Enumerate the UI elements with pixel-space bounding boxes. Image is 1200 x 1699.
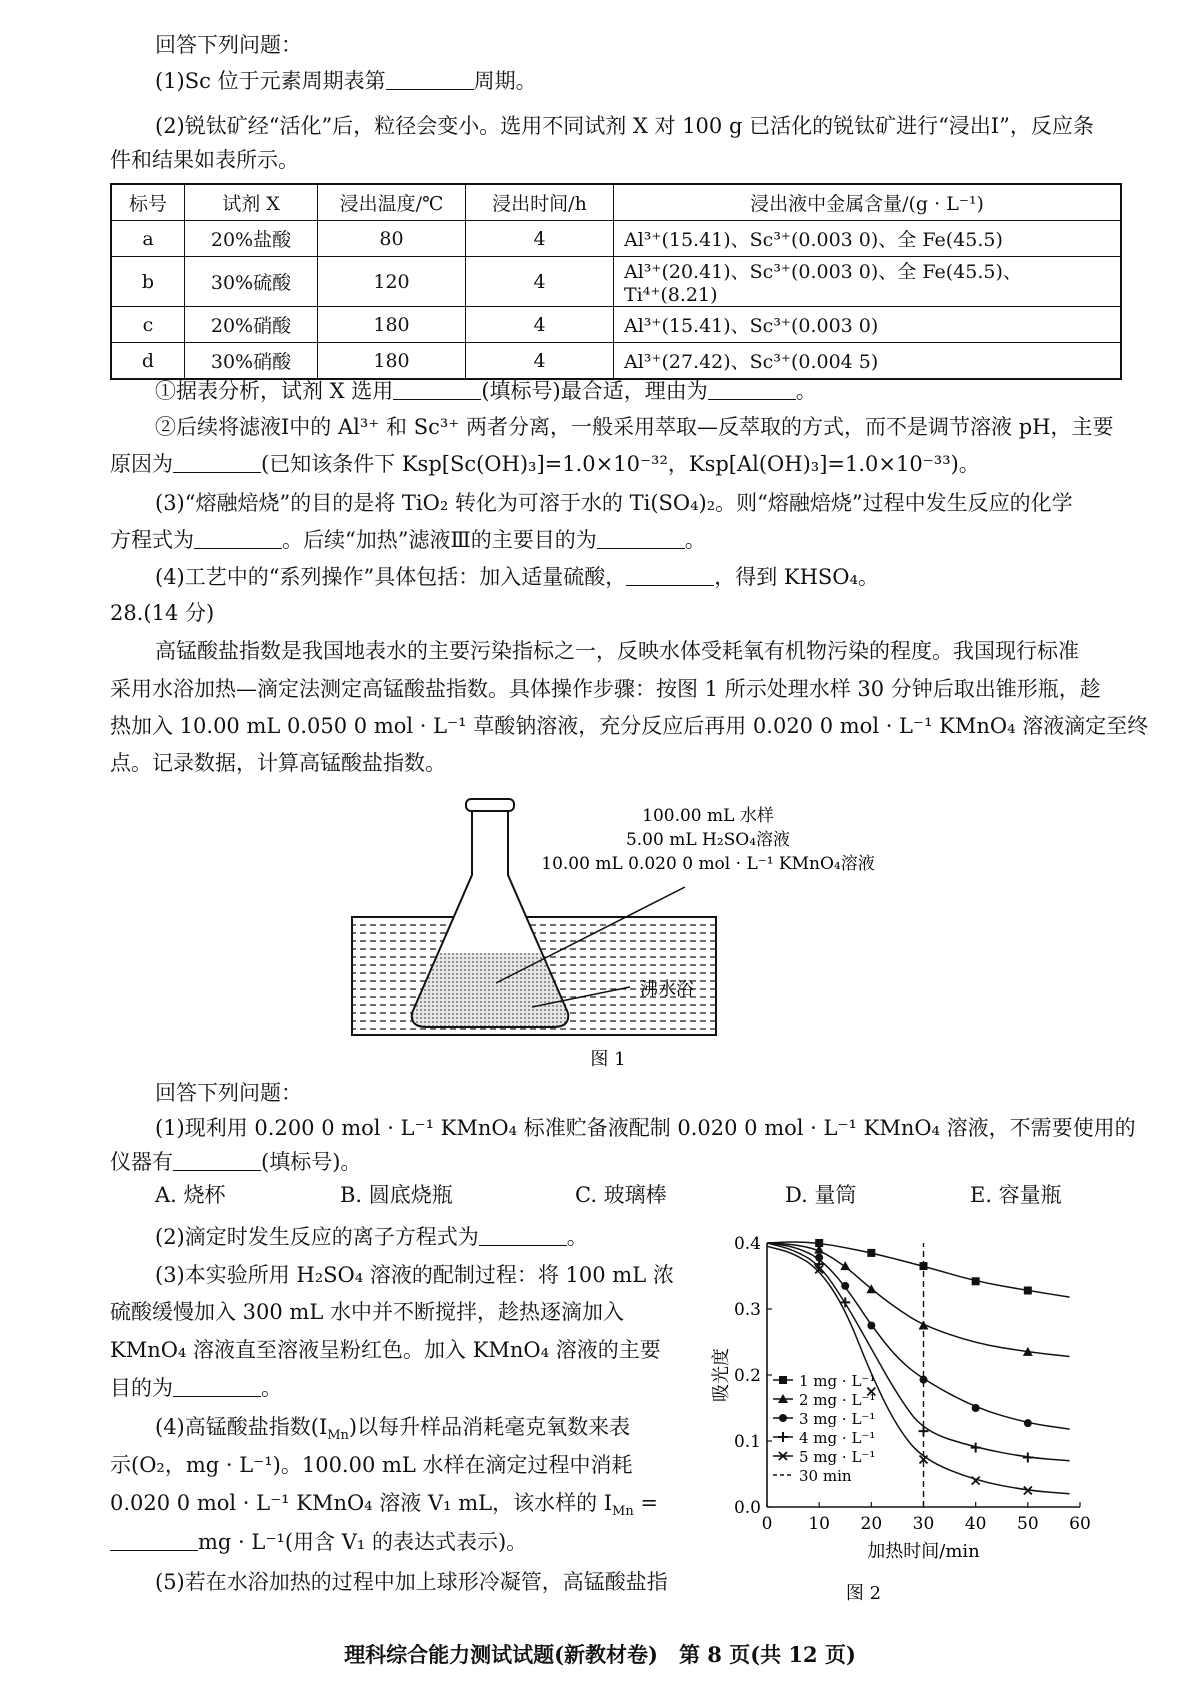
legend-label: 1 mg · L⁻¹ [799,1372,876,1390]
legend-label: 5 mg · L⁻¹ [799,1448,876,1466]
table-row [111,307,1121,343]
data-point-series-1 [1024,1287,1032,1295]
q28-5: (5)若在水浴加热的过程中加上球形冷凝管，高锰酸盐指 [155,1570,668,1594]
x-tick-label: 0 [761,1514,773,1534]
table-cell: 4 [466,221,614,257]
q27-2-2-line2: 原因为 (已知该条件下 Ksp[Sc(OH)₃]=1.0×10⁻³²，Ksp[Al(OH)₃]=1.0×10⁻³³)。 [110,452,980,476]
data-point-series-3 [972,1404,980,1412]
answer-blank[interactable] [386,69,474,90]
table-row [111,221,1121,257]
table-header: 浸出液中金属含量/(g · L⁻¹) [614,184,1122,221]
table-cell: c [111,307,185,343]
q27-2-1: ①据表分析，试剂 X 选用 (填标号)最合适，理由为 。 [155,379,817,403]
q28-3-line3: KMnO₄ 溶液直至溶液呈粉红色。加入 KMnO₄ 溶液的主要 [110,1338,661,1362]
answer-blank[interactable] [479,1225,567,1246]
table-header-row [111,184,1121,221]
answer-blank[interactable] [626,565,714,586]
q27-4: (4)工艺中的“系列操作”具体包括：加入适量硫酸， ，得到 KHSO₄。 [155,565,879,589]
table-row [111,343,1121,380]
table-cell: 4 [466,307,614,343]
table-cell: 180 [318,307,466,343]
table-header: 试剂 X [185,184,318,221]
y-tick-label: 0.3 [733,1300,761,1320]
x-axis-label: 加热时间/min [867,1541,980,1562]
q28-para-line: 采用水浴加热—滴定法测定高锰酸盐指数。具体操作步骤：按图 1 所示处理水样 30 分钟后取出锥形瓶，趁 [110,677,1101,701]
fig1-label-h2so4: 5.00 mL H₂SO₄溶液 [625,830,791,850]
answer-blank[interactable] [597,528,685,549]
series-line-2 [767,1243,1070,1357]
figure-2-absorbance-chart [705,1225,1120,1615]
q27-2-line2: 件和结果如表所示。 [110,148,299,172]
q28-4-line4: mg · L⁻¹(用含 V₁ 的表达式表示)。 [110,1527,527,1557]
table-cell: 180 [318,343,466,380]
table-cell: Al³⁺(15.41)、Sc³⁺(0.003 0)、全 Fe(45.5) [614,221,1122,257]
table-header: 浸出时间/h [466,184,614,221]
option-a[interactable]: A. 烧杯 [155,1183,226,1207]
q28-4-line3: 0.020 0 mol · L⁻¹ KMnO₄ 溶液 V₁ mL，该水样的 $I_{Mn}$ = [110,1491,659,1520]
data-point-series-3 [920,1376,928,1384]
fig2-caption: 图 2 [845,1583,882,1604]
data-point-series-2 [840,1261,850,1270]
data-point-series-3 [1024,1419,1032,1427]
fig1-label-kmno4: 10.00 mL 0.020 0 mol · L⁻¹ KMnO₄溶液 [541,854,875,874]
option-b[interactable]: B. 圆底烧瓶 [340,1183,453,1207]
answer-blank[interactable] [194,528,282,549]
y-axis-label: 吸光度 [711,1348,732,1402]
table-cell: Al³⁺(27.42)、Sc³⁺(0.004 5) [614,343,1122,380]
data-point-series-3 [841,1282,849,1290]
data-point-series-4 [971,1443,981,1453]
answer-blank[interactable] [393,379,481,400]
data-point-series-4 [814,1259,824,1269]
table-cell: b [111,257,185,307]
x-tick-label: 10 [808,1514,830,1534]
legend-marker [779,1414,787,1422]
table-cell: 4 [466,343,614,380]
option-c[interactable]: C. 玻璃棒 [575,1183,667,1207]
table-row [111,257,1121,307]
data-point-series-1 [972,1277,980,1285]
leaching-result-table [110,183,1122,380]
answer-blank[interactable] [173,1150,261,1171]
flask-neck-rim [466,799,514,811]
page-footer: 理科综合能力测试试题(新教材卷) 第 8 页(共 12 页) [344,1642,856,1667]
figure-1-water-bath [340,785,900,1070]
legend-label: 2 mg · L⁻¹ [799,1391,876,1409]
answer-blank[interactable] [708,379,796,400]
y-tick-label: 0.4 [733,1234,761,1254]
q27-2-2-line1: ②后续将滤液Ⅰ中的 Al³⁺ 和 Sc³⁺ 两者分离，一般采用萃取—反萃取的方式，而不是调节溶液 pH，主要 [155,415,1114,439]
q28-3-line4: 目的为 。 [110,1376,282,1400]
q28-intro: 回答下列问题： [155,1081,302,1105]
data-point-series-1 [920,1262,928,1270]
table-cell: 4 [466,257,614,307]
q27-3-line1: (3)“熔融焙烧”的目的是将 TiO₂ 转化为可溶于水的 Ti(SO₄)₂。则“熔融焙烧”过程中发生反应的化学 [155,491,1073,515]
y-tick-label: 0.2 [733,1366,761,1386]
legend-marker [778,1432,788,1442]
q27-intro: 回答下列问题： [155,33,302,57]
legend-label: 30 min [799,1467,852,1485]
legend-marker [779,1376,787,1384]
table-cell: 80 [318,221,466,257]
x-tick-label: 50 [1017,1514,1039,1534]
table-header: 标号 [111,184,185,221]
q28-3-line2: 硫酸缓慢加入 300 mL 水中并不断搅拌，趁热逐滴加入 [110,1300,624,1324]
q28-para-line: 热加入 10.00 mL 0.050 0 mol · L⁻¹ 草酸钠溶液，充分反应后再用 0.020 0 mol · L⁻¹ KMnO₄ 溶液滴定至终 [110,714,1149,738]
table-cell: 20%硝酸 [185,307,318,343]
data-point-series-4 [919,1426,929,1436]
fig1-label-bath: 沸水浴 [640,979,694,1000]
y-tick-label: 0.0 [733,1498,761,1518]
data-point-series-4 [1023,1453,1033,1463]
q28-para-line: 点。记录数据，计算高锰酸盐指数。 [110,751,446,775]
q28-para-line: 高锰酸盐指数是我国地表水的主要污染指标之一，反映水体受耗氧有机物污染的程度。我国现行标准 [155,639,1079,663]
q27-3-line2: 方程式为 。后续“加热”滤液Ⅲ的主要目的为 。 [110,528,706,552]
answer-blank[interactable] [173,452,261,473]
q27-2-line1: (2)锐钛矿经“活化”后，粒径会变小。选用不同试剂 X 对 100 g 已活化的锐钛矿进行“浸出Ⅰ”，反应条 [155,114,1094,138]
legend-label: 3 mg · L⁻¹ [799,1410,876,1428]
q28-1-line2: 仪器有 (填标号)。 [110,1150,362,1174]
table-cell: d [111,343,185,380]
q28-1-line1: (1)现利用 0.200 0 mol · L⁻¹ KMnO₄ 标准贮备液配制 0.020 0 mol · L⁻¹ KMnO₄ 溶液，不需要使用的 [155,1116,1136,1140]
table-cell: Al³⁺(15.41)、Sc³⁺(0.003 0) [614,307,1122,343]
q28-4-line1: (4)高锰酸盐指数$(I_{Mn})$以每升样品消耗毫克氧数来表 [155,1415,631,1444]
legend-label: 4 mg · L⁻¹ [799,1429,876,1447]
data-point-series-1 [867,1249,875,1257]
q28-2: (2)滴定时发生反应的离子方程式为 。 [155,1225,588,1249]
table-cell: Al³⁺(20.41)、Sc³⁺(0.003 0)、全 Fe(45.5)、Ti⁴⁺(8.21) [614,257,1122,307]
x-tick-label: 30 [912,1514,935,1534]
option-d[interactable]: D. 量筒 [785,1183,857,1207]
table-cell: 20%盐酸 [185,221,318,257]
table-cell: 120 [318,257,466,307]
flask-solution [412,953,568,1027]
q28-header: 28.(14 分) [110,601,215,625]
fig1-caption: 图 1 [590,1049,626,1070]
y-tick-label: 0.1 [733,1432,761,1452]
option-e[interactable]: E. 容量瓶 [970,1183,1062,1207]
data-point-series-3 [867,1322,875,1330]
answer-blank[interactable] [173,1376,261,1397]
q28-3-line1: (3)本实验所用 H₂SO₄ 溶液的配制过程：将 100 mL 浓 [155,1263,674,1287]
x-tick-label: 40 [964,1514,987,1534]
table-cell: 30%硫酸 [185,257,318,307]
table-cell: 30%硝酸 [185,343,318,380]
q27-1: (1)Sc 位于元素周期表第 周期。 [155,69,537,93]
q28-4-line2: 示(O₂，mg · L⁻¹)。100.00 mL 水样在滴定过程中消耗 [110,1453,633,1477]
table-header: 浸出温度/℃ [318,184,466,221]
x-tick-label: 20 [860,1514,883,1534]
fig1-label-water: 100.00 mL 水样 [642,806,774,826]
x-tick-label: 60 [1069,1514,1091,1534]
table-cell: a [111,221,185,257]
answer-blank[interactable] [110,1530,198,1551]
